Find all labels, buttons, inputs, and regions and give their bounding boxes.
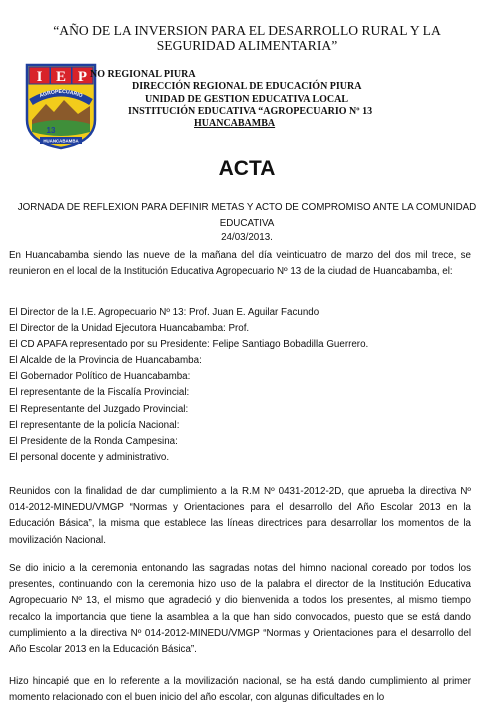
city-name: HUANCABAMBA — [194, 118, 276, 129]
logo-letter-e: E — [55, 69, 67, 85]
ceremony-paragraph: Se dio inicio a la ceremonia entonando las sagradas notas del himno nacional coreado por todos los presentes, continuando con la ceremonia hizo uso de la palabra el director de la Institución Educativa Agropecuario Nº 13, el mismo que agradeció y dio bienvenida a todos los presentes, al mismo tiempo recalco la importancia que tiene la asamblea a la que han sido convocados, puesto que se está dando cumplimiento a la directiva Nº 014-2012-MINEDU/VMGP “Normas y Orientaciones para el desarrollo del Año Escolar 2013 en la Educación Básica”. — [9, 563, 471, 656]
logo-ribbon-text: AGROPECUARIO — [38, 88, 84, 100]
attendee-item: El representante de la policía Nacional: — [9, 419, 180, 431]
attendee-item: El representante de la Fiscalía Provincial: — [9, 387, 190, 399]
document-date: 24/03/2013. — [221, 232, 273, 243]
gobierno-regional: NO REGIONAL PIURA — [90, 69, 196, 80]
document-title: ACTA — [218, 157, 276, 180]
motto: “AÑO DE LA INVERSION PARA EL DESARROLLO RURAL Y LA SEGURIDAD ALIMENTARIA” — [53, 23, 441, 53]
logo-place: HUANCABAMBA — [43, 138, 79, 144]
attendee-item: El Director de la I.E. Agropecuario Nº 13: Prof. Juan E. Aguilar Facundo — [9, 307, 320, 318]
attendee-item: El personal docente y administrativo. — [9, 451, 170, 463]
ugel-name: UNIDAD DE GESTION EDUCATIVA LOCAL — [145, 94, 349, 105]
attendee-item: El Gobernador Político de Huancabamba: — [9, 371, 191, 383]
logo-letter-p: P — [77, 69, 88, 85]
attendees-list — [9, 305, 479, 466]
attendee-item: El CD APAFA representado por su Presidente: Felipe Santiago Bobadilla Guerrero. — [9, 339, 369, 351]
attendee-item: El Director de la Unidad Ejecutora Huancabamba: Prof. — [9, 323, 250, 335]
attendee-item: El Alcalde de la Provincia de Huancabamba: — [9, 355, 202, 367]
school-logo — [24, 62, 98, 150]
logo-number: 13 — [46, 126, 56, 135]
attendee-item: El Presidente de la Ronda Campesina: — [9, 435, 178, 447]
logo-letter-i: I — [36, 69, 43, 85]
attendee-item: El Representante del Juzgado Provincial: — [9, 403, 189, 415]
direccion-regional: DIRECCIÓN REGIONAL DE EDUCACIÓN PIURA — [132, 81, 362, 92]
institution-name: INSTITUCIÓN EDUCATIVA “AGROPECUARIO Nº 13 — [128, 106, 373, 117]
mobilization-paragraph: Hizo hincapié que en lo referente a la movilización nacional, se ha está dando cumplimiento al primer momento relacionado con el buen inicio del año escolar, con algunas dificultades en lo — [9, 676, 471, 704]
intro-paragraph: En Huancabamba siendo las nueve de la mañana del día veinticuatro de marzo del dos mil trece, se reunieron en el local de la Institución Educativa Agropecuario Nº 13 de la ciudad de Huancabamba, el: — [9, 250, 471, 278]
document-subtitle: JORNADA DE REFLEXION PARA DEFINIR METAS Y ACTO DE COMPROMISO ANTE LA COMUNIDAD EDUCATIVA — [17, 202, 477, 229]
purpose-paragraph: Reunidos con la finalidad de dar cumplimiento a la R.M Nº 0431-2012-2D, que aprueba la directiva Nº 014-2012-MINEDU/VMGP “Normas y Orientaciones para el desarrollo del Año Escolar 2013 en la Educación Básica”, la misma que establece las líneas directrices para desarrollar los momentos de la movilización Nacional. — [9, 486, 471, 546]
